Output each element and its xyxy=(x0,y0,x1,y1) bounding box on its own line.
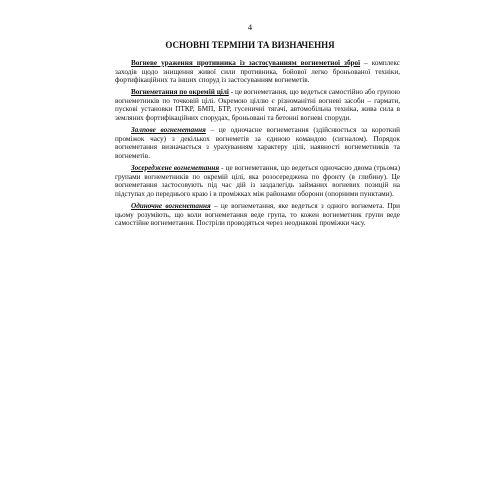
term-definition: – це одночасне вогнеметання (здійснюється за короткий проміжок часу) з декількох вогнеметів за єдиною командою (сигналом). Порядок вогнеметання визначається з урахуванням характеру цілі, наявності вогнеметників та вогнеметів. xyxy=(115,126,400,160)
page-title: ОСНОВНІ ТЕРМІНИ ТА ВИЗНАЧЕННЯ xyxy=(165,40,335,50)
term-entry-single-target xyxy=(115,88,400,122)
term-heading: Вогневе ураження противника із застосуванням вогнеметної зброї xyxy=(131,59,361,67)
term-definition: - це вогнеметання, що ведеться одночасно двома (трьома) групами вогнеметників по окремій цілі, яка розосереджена по фронту (в глибину). Це вогнеметання застосовують під час дій із заздалегідь займаних вогневих позицій на підступах до переднього краю і в проміжках між районами оборони (опорними пунктами). xyxy=(115,164,401,198)
term-heading: Вогнеметання по окремій цілі xyxy=(131,88,229,97)
term-entry-salvo xyxy=(115,126,400,160)
term-entry-single xyxy=(115,202,400,228)
page-number: 4 xyxy=(247,22,253,32)
term-heading: Залпове вогнеметання xyxy=(131,126,206,135)
term-entry-concentrated xyxy=(115,164,400,198)
term-heading: Зосереджене вогнеметання xyxy=(131,164,220,173)
term-definition: - це вогнеметання, що ведеться самостійно або групою вогнеметників по точковій цілі. Окремою ціллю є різноманітні вогневі засоби – гармати, пускові установки ПТКР, БМП, БТР, гусеничні тягачі, автомобільна техніка, жива сила в земляних фортифікаційних спорудах, броньовані та бетонні вогневі споруди. xyxy=(115,88,400,123)
term-entry-fire-damage xyxy=(115,59,400,85)
term-heading: Одиночне вогнеметання xyxy=(131,201,211,210)
term-definition: – це вогнеметання, яке ведеться з одного вогнемета. При цьому розуміють, що коли вогнеметання веде група, то кожен вогнеметник групи веде самостійне вогнеметання. Постріли проводяться через неоднакові проміжки часу. xyxy=(115,201,401,228)
term-definition: – комплекс заходів щодо знищення живої сили противника, бойової легко броньованої техніки, фортифікаційних та інших споруд із застосуванням вогнеметів. xyxy=(115,59,400,85)
terms-list xyxy=(115,59,400,231)
